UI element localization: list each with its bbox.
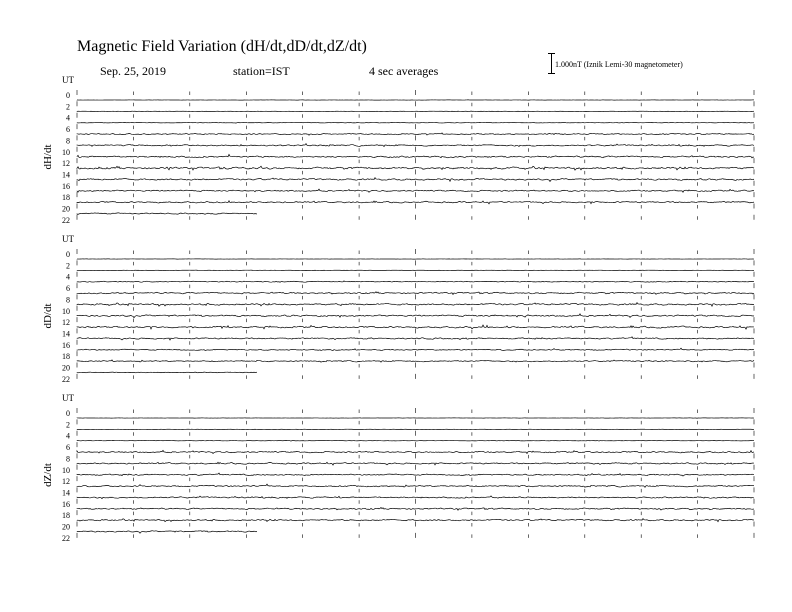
row-label-0: 0 [66,91,70,100]
trace-row-8 [77,303,754,307]
trace-row-6 [77,292,754,295]
row-label-8: 8 [66,295,70,305]
row-ticks [77,419,754,424]
trace-row-18 [77,201,754,204]
row-label-6: 6 [66,125,70,135]
row-ticks [77,283,754,288]
row-label-10: 10 [62,465,70,475]
row-label-22: 22 [62,215,70,225]
row-label-2: 2 [66,261,70,271]
row-label-4: 4 [66,431,70,441]
trace-row-10 [77,473,754,476]
row-label-8: 8 [66,136,70,146]
row-ticks [77,442,754,447]
trace-row-12 [77,484,754,487]
row-ticks [77,204,754,209]
row-ticks [77,340,754,345]
row-label-8: 8 [66,454,70,464]
row-label-2: 2 [66,102,70,112]
row-ticks [77,147,754,152]
row-ticks [77,374,754,379]
row-ticks [77,408,754,413]
averaging-label: 4 sec averages [369,64,439,78]
row-label-10: 10 [62,147,70,157]
ut-axis-label: UT [62,234,74,244]
date-label: Sep. 25, 2019 [100,64,166,78]
row-label-6: 6 [66,284,70,294]
trace-row-10 [77,154,754,157]
trace-row-20 [77,213,257,215]
row-label-20: 20 [62,363,70,373]
trace-row-8 [77,462,754,465]
row-ticks [77,476,754,481]
row-ticks [77,260,754,265]
row-ticks [77,90,754,95]
trace-row-14 [77,496,754,499]
row-label-2: 2 [66,420,70,430]
trace-row-18 [77,360,754,362]
trace-row-20 [77,372,257,373]
row-label-16: 16 [62,181,70,191]
row-label-18: 18 [62,193,70,203]
row-ticks [77,453,754,458]
trace-row-2 [77,111,754,112]
row-label-14: 14 [62,170,70,180]
trace-row-16 [77,348,754,350]
row-ticks [77,215,754,220]
panel-ylabel: dZ/dt [42,463,54,487]
row-ticks [77,510,754,515]
trace-row-4 [77,122,754,123]
row-ticks [77,124,754,129]
row-ticks [77,181,754,186]
row-ticks [77,135,754,140]
trace-row-8 [77,144,754,147]
trace-row-18 [77,519,754,522]
row-label-12: 12 [62,318,70,328]
station-label: station=IST [233,64,290,78]
scale-label: 1.000nT (Iznik Lemi-30 magnetometer) [555,60,683,69]
row-ticks [77,249,754,254]
row-ticks [77,306,754,311]
trace-row-6 [77,133,754,135]
ut-axis-label: UT [62,75,74,85]
row-ticks [77,431,754,436]
trace-row-6 [77,450,754,453]
trace-row-20 [77,531,257,534]
row-ticks [77,363,754,368]
row-ticks [77,158,754,163]
row-ticks [77,169,754,174]
row-label-12: 12 [62,159,70,169]
row-label-14: 14 [62,488,70,498]
row-label-22: 22 [62,533,70,543]
row-ticks [77,317,754,322]
row-ticks [77,192,754,197]
trace-row-16 [77,507,754,510]
row-label-18: 18 [62,352,70,362]
panel-ylabel: dH/dt [42,144,54,170]
row-ticks [77,465,754,470]
row-ticks [77,113,754,118]
row-ticks [77,272,754,277]
row-label-10: 10 [62,306,70,316]
ut-axis-label: UT [62,393,74,403]
row-label-4: 4 [66,272,70,282]
row-ticks [77,487,754,492]
row-ticks [77,522,754,527]
row-label-20: 20 [62,204,70,214]
row-label-4: 4 [66,113,70,123]
row-label-16: 16 [62,340,70,350]
trace-row-4 [77,281,754,282]
row-label-6: 6 [66,443,70,453]
trace-row-14 [77,337,754,340]
row-label-18: 18 [62,511,70,521]
row-label-0: 0 [66,409,70,418]
row-label-14: 14 [62,329,70,339]
trace-row-16 [77,189,754,192]
row-ticks [77,294,754,299]
row-ticks [77,328,754,333]
panel-ylabel: dD/dt [42,303,54,329]
row-label-12: 12 [62,477,70,487]
row-label-22: 22 [62,374,70,384]
chart-title: Magnetic Field Variation (dH/dt,dD/dt,dZ/dt) [77,38,367,55]
row-ticks [77,101,754,106]
trace-row-4 [77,440,754,441]
row-label-16: 16 [62,499,70,509]
row-ticks [77,499,754,504]
row-label-0: 0 [66,250,70,259]
row-label-20: 20 [62,522,70,532]
row-ticks [77,351,754,356]
row-ticks [77,533,754,538]
